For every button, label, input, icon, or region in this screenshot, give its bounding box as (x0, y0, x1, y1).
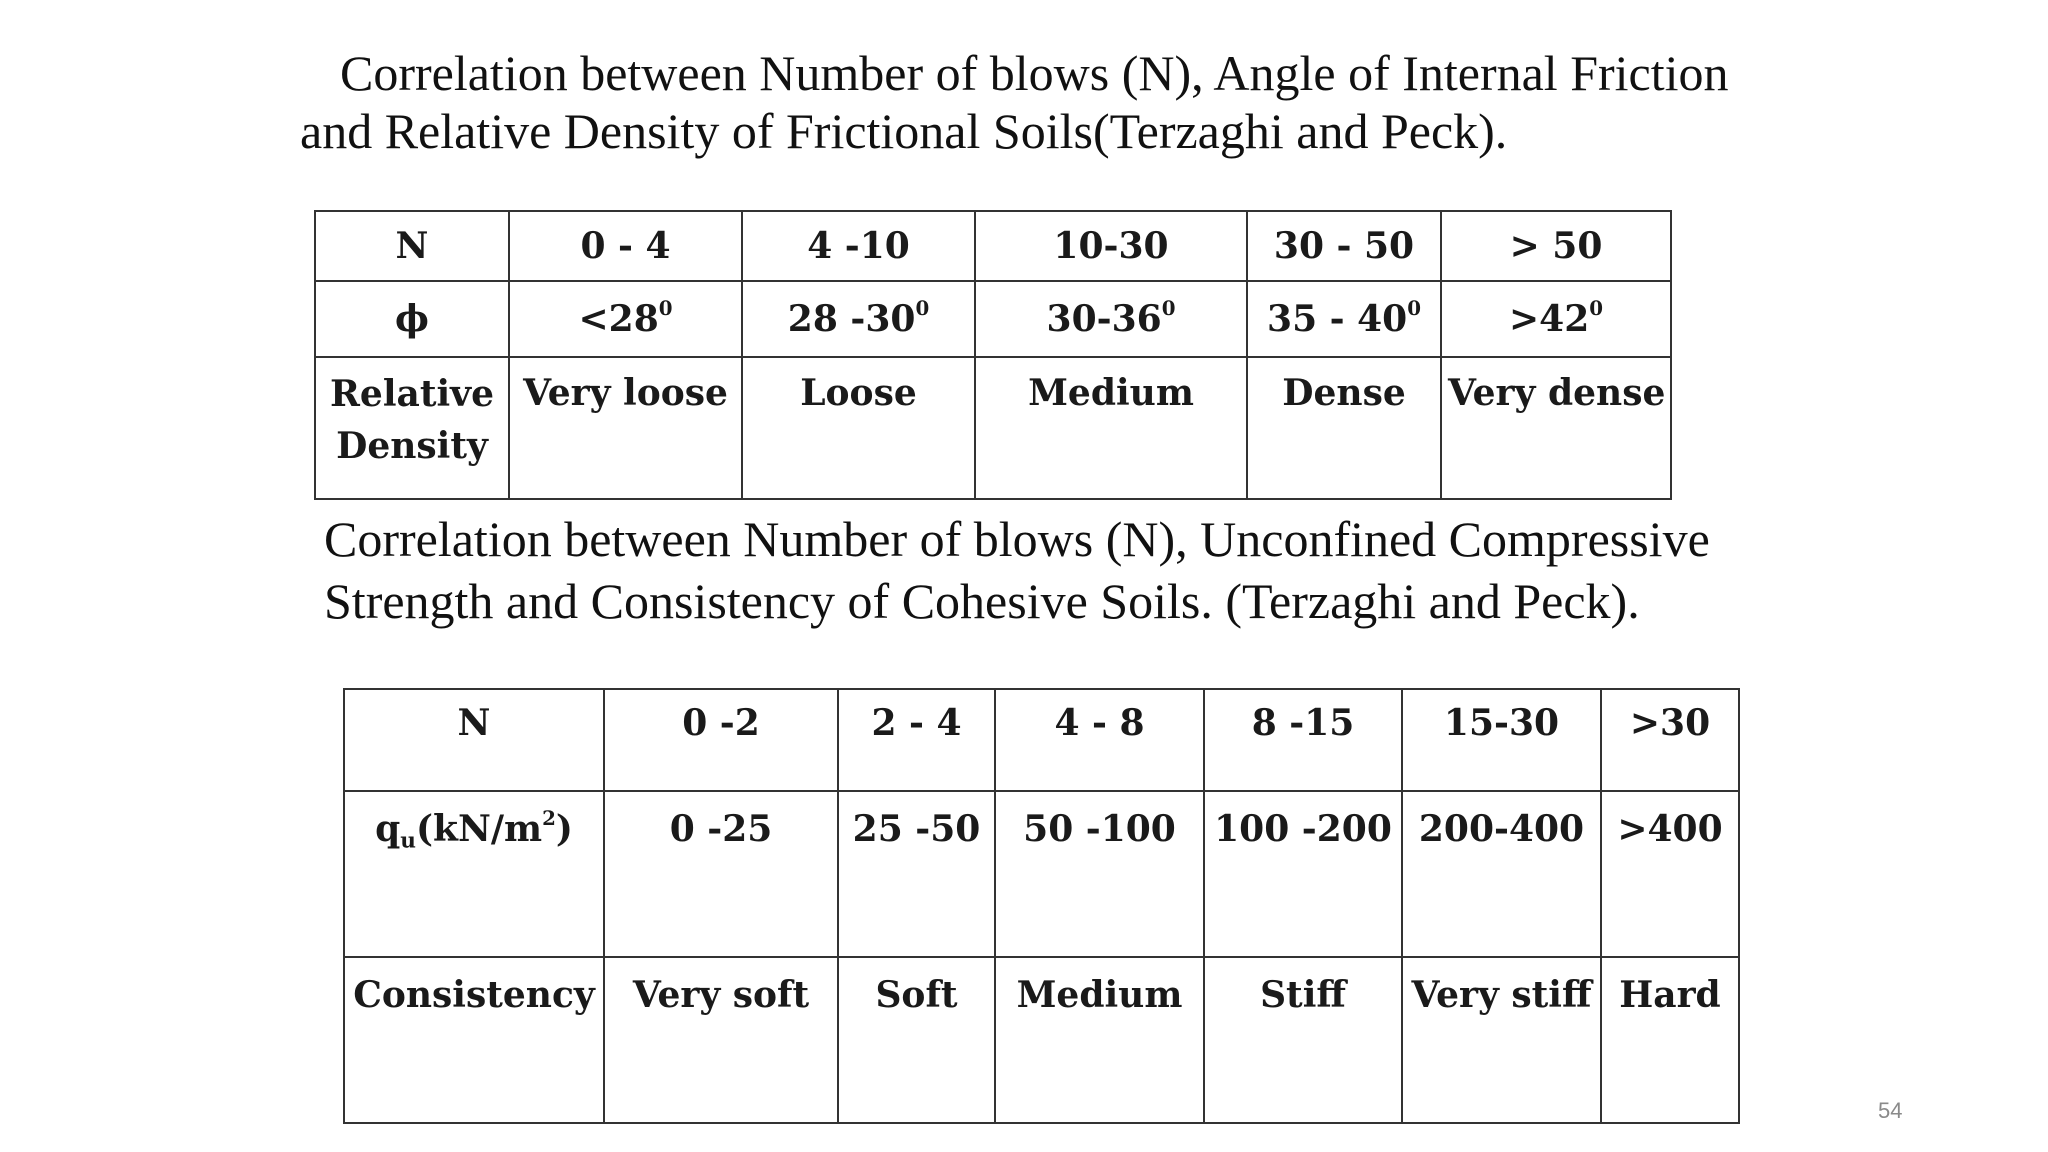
table-cell: 8 -15 (1204, 689, 1402, 791)
table-cell: Medium (995, 957, 1204, 1123)
table-cell: $30-36^0$ (975, 281, 1247, 357)
cohesive-soils-heading (324, 508, 1710, 632)
heading-line: Strength and Consistency of Cohesive Soils. (Terzaghi and Peck). (324, 573, 1640, 629)
table-cell: > 50 (1441, 211, 1671, 281)
table-cell: Very soft (604, 957, 838, 1123)
heading-line: and Relative Density of Frictional Soils(Terzaghi and Peck). (300, 103, 1508, 159)
table-row-relative-density (315, 357, 1671, 499)
table-cell: Very stiff (1402, 957, 1601, 1123)
table-cell: 15-30 (1402, 689, 1601, 791)
row-header-n: N (315, 211, 509, 281)
table-cell: 30 - 50 (1247, 211, 1441, 281)
table-row-qu (344, 791, 1739, 957)
table-cell: 0 - 4 (509, 211, 742, 281)
table-cell: Medium (975, 357, 1247, 499)
table-cell: Very loose (509, 357, 742, 499)
table-cell: Very dense (1441, 357, 1671, 499)
table-cell: $35 - 40^0$ (1247, 281, 1441, 357)
row-header-consistency: Consistency (344, 957, 604, 1123)
frictional-soils-heading (300, 44, 1729, 160)
table-cell: 0 -2 (604, 689, 838, 791)
table-cell: Soft (838, 957, 995, 1123)
table-cell: 4 -10 (742, 211, 975, 281)
table-cell: >400 (1601, 791, 1739, 957)
heading-line: Correlation between Number of blows (N), Unconfined Compressive (324, 511, 1710, 567)
table-cell: 10-30 (975, 211, 1247, 281)
table-cell: >30 (1601, 689, 1739, 791)
row-header-qu: $q_u(kN/m^2)$ (344, 791, 604, 957)
table-cell: $>42^0$ (1441, 281, 1671, 357)
table-cell: 0 -25 (604, 791, 838, 957)
row-header-relative-density: Relative Density (315, 357, 509, 499)
page-number: 54 (1878, 1098, 1903, 1123)
table-cell: Stiff (1204, 957, 1402, 1123)
table-cell: 50 -100 (995, 791, 1204, 957)
table-cell: Loose (742, 357, 975, 499)
table-cell: 28 $-30^0$ (742, 281, 975, 357)
heading-line: Correlation between Number of blows (N), Angle of Internal Friction (340, 45, 1729, 101)
table-cell: $<28^0$ (509, 281, 742, 357)
table-row-phi (315, 281, 1671, 357)
table-cell: Dense (1247, 357, 1441, 499)
table-cell: 4 - 8 (995, 689, 1204, 791)
table-cell: Hard (1601, 957, 1739, 1123)
cohesive-soils-table (343, 688, 1740, 1124)
frictional-soils-table (314, 210, 1672, 500)
table-cell: 2 - 4 (838, 689, 995, 791)
table-row-n (344, 689, 1739, 791)
table-cell: 200-400 (1402, 791, 1601, 957)
table-row-consistency (344, 957, 1739, 1123)
table-cell: 100 -200 (1204, 791, 1402, 957)
table-cell: 25 -50 (838, 791, 995, 957)
table-row-n (315, 211, 1671, 281)
row-header-phi: ϕ (315, 281, 509, 357)
row-header-n: N (344, 689, 604, 791)
